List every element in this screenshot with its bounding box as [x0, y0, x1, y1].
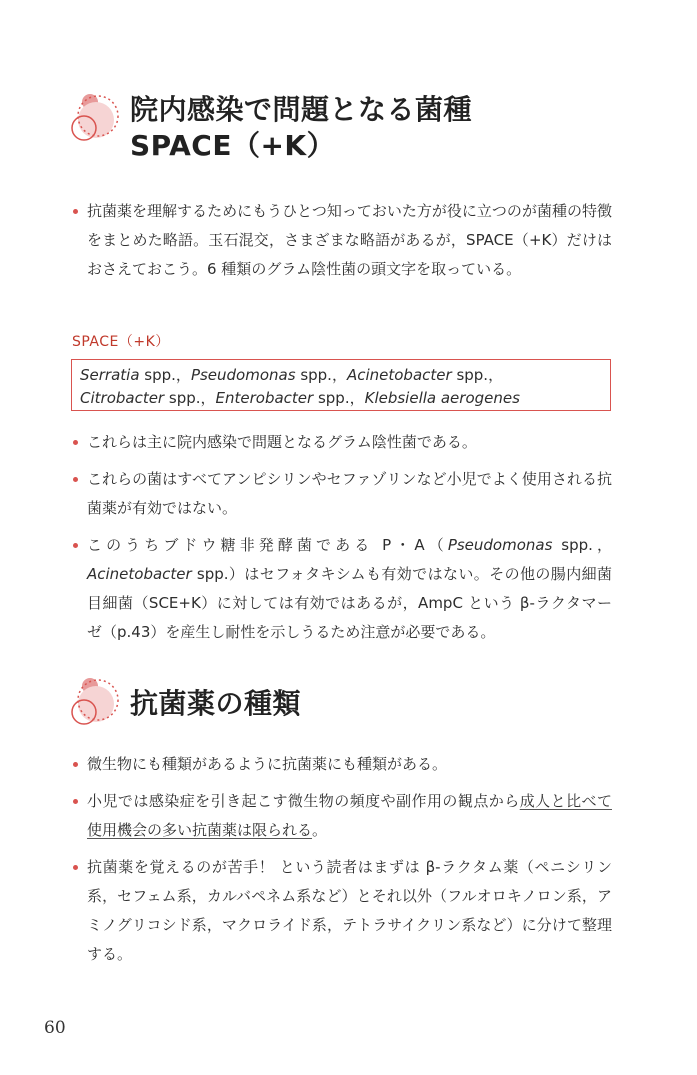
- section-title-1-line1: 院内感染で問題となる菌種: [130, 93, 473, 126]
- section-title-1: [130, 92, 472, 164]
- circles-icon: [66, 676, 128, 732]
- text-run: 小児では感染症を引き起こす微生物の頻度や副作用の観点から: [87, 792, 520, 810]
- genus-serratia: Serratia: [80, 366, 140, 384]
- text-run: spp.，: [552, 536, 612, 554]
- circles-icon: [66, 92, 128, 148]
- section-title-2: [130, 686, 301, 722]
- bullet-text: これらの菌はすべてアンピシリンやセファゾリンなど小児でよく使用される抗菌薬が有効ではない。: [87, 470, 612, 517]
- bullet-text: 微生物にも種類があるように抗菌薬にも種類がある。: [87, 755, 448, 773]
- page-number: 60: [44, 1018, 66, 1038]
- spp-text: spp.，: [313, 389, 365, 407]
- underlined-text: 成人と比べて使用機会の多い抗菌薬は限られる: [87, 792, 612, 839]
- spp-text: spp.，: [164, 389, 216, 407]
- genus-pseudomonas: Pseudomonas: [190, 366, 296, 384]
- bullet-text: 抗菌薬を理解するためにもうひとつ知っておいた方が役に立つのが菌種の特徴をまとめた略語。玉石混交，さまざまな略語があるが，SPACE（+K）だけはおさえておこう。6 種類のグラム陰性菌の頭文字を取っている。: [87, 202, 612, 278]
- bullet-text: 抗菌薬を覚えるのが苦手！ という読者はまずは β-ラクタム薬（ペニシリン系，セフェム系，カルバペネム系など）とそれ以外（フルオロキノロン系，アミノグリコシド系，マクロライド系，テトラサイクリン系など）に分けて整理する。: [87, 858, 612, 963]
- section-title-1-line2: SPACE（+K）: [130, 129, 336, 162]
- bullet-dot-icon: [73, 762, 78, 767]
- space-definition-box: [71, 359, 611, 411]
- list-item: [72, 853, 612, 969]
- list-item: [72, 787, 612, 845]
- bullet-dot-icon: [73, 865, 78, 870]
- list-item: [72, 197, 612, 284]
- genus-enterobacter: Enterobacter: [215, 389, 314, 407]
- text-run: このうちブドウ糖非発酵菌である P・A（: [87, 536, 448, 554]
- genus-acinetobacter: Acinetobacter: [346, 366, 452, 384]
- bullet-dot-icon: [73, 477, 78, 482]
- bullet-text: [87, 787, 612, 845]
- genus-acinetobacter: Acinetobacter: [87, 565, 192, 583]
- bullet-dot-icon: [73, 799, 78, 804]
- antibiotic-types-list: [72, 750, 612, 977]
- text-run: spp.）はセフォタキシムも有効ではない。その他の腸内細菌目細菌（SCE+K）に対しては有効ではあるが，AmpC という β-ラクタマーゼ（p.43）を産生し耐性を示しうるため注意が必要である。: [87, 565, 612, 641]
- space-box-line-2: [80, 387, 602, 410]
- spp-text: spp.，: [451, 366, 504, 384]
- bullet-dot-icon: [73, 543, 78, 548]
- list-item: [72, 531, 612, 647]
- genus-pseudomonas: Pseudomonas: [447, 536, 553, 554]
- bullet-dot-icon: [73, 440, 78, 445]
- space-box-label: SPACE（+K）: [72, 334, 170, 350]
- genus-citrobacter: Citrobacter: [80, 389, 165, 407]
- text-run: 。: [312, 821, 328, 839]
- spp-text: spp.，: [139, 366, 191, 384]
- bullet-text: [87, 531, 612, 647]
- list-item: [72, 465, 612, 523]
- bullet-dot-icon: [73, 209, 78, 214]
- species-klebsiella: Klebsiella aerogenes: [364, 389, 520, 407]
- space-bullet-list: [72, 428, 612, 655]
- bullet-text: これらは主に院内感染で問題となるグラム陰性菌である。: [87, 433, 477, 451]
- space-box-line-1: [80, 364, 602, 387]
- list-item: [72, 750, 612, 779]
- intro-bullet-list: [72, 197, 612, 292]
- section-title-2-text: 抗菌薬の種類: [130, 687, 302, 720]
- list-item: [72, 428, 612, 457]
- spp-text: spp.，: [295, 366, 347, 384]
